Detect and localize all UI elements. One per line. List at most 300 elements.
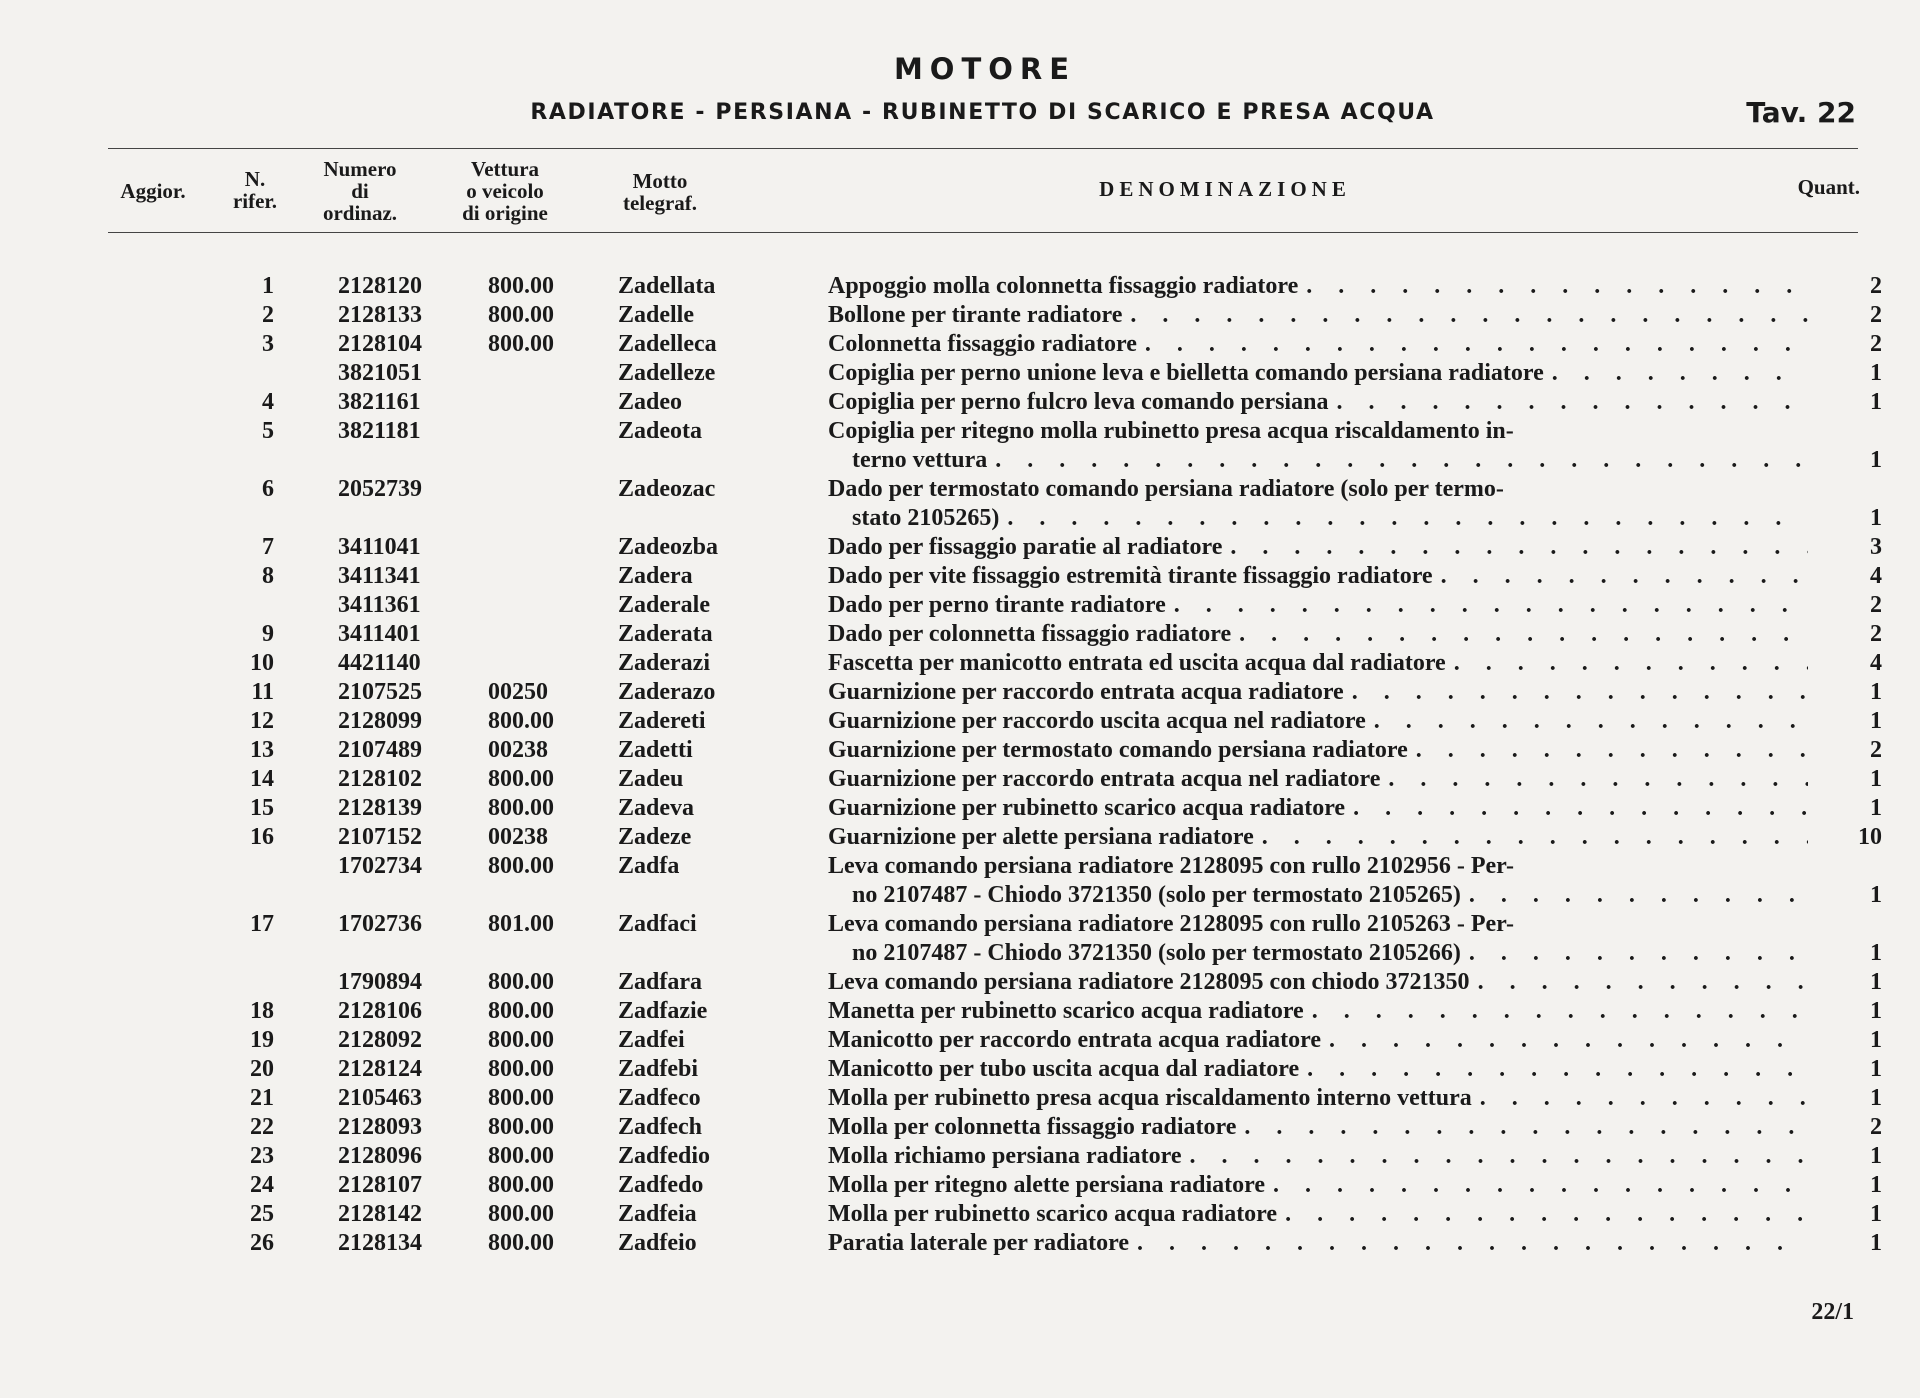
- cell-denominazione: [828, 302, 1808, 331]
- page-subtitle: RADIATORE - PERSIANA - RUBINETTO DI SCARICO E PRESA ACQUA: [530, 100, 1435, 125]
- table-row: [0, 273, 1882, 302]
- cell-ref: 23: [250, 1143, 274, 1169]
- cell-vettura: 800.00: [488, 331, 554, 357]
- cell-vettura: 800.00: [488, 1056, 554, 1082]
- cell-denominazione: [828, 389, 1808, 418]
- cell-numero: [298, 505, 488, 534]
- cell-aggior: [0, 1230, 230, 1259]
- table-row: [0, 1230, 1882, 1259]
- cell-motto: Zadfaci: [618, 911, 697, 937]
- denominazione-text: Copiglia per ritegno molla rubinetto presa acqua riscaldamento in-: [828, 418, 1514, 444]
- cell-vettura: [488, 418, 618, 447]
- cell-quantita: 2: [1870, 737, 1882, 763]
- cell-motto: Zaderazo: [618, 679, 716, 705]
- cell-motto: [618, 505, 828, 534]
- cell-ref: 16: [250, 824, 274, 850]
- cell-aggior: [0, 505, 230, 534]
- cell-numero: 1702734: [338, 853, 422, 879]
- cell-motto: [618, 447, 828, 476]
- cell-motto: Zadfeco: [618, 1085, 701, 1111]
- cell-aggior: [0, 940, 230, 969]
- table-row: [0, 389, 1882, 418]
- cell-numero: 2052739: [338, 476, 422, 502]
- cell-quantita: 4: [1870, 650, 1882, 676]
- table-row: [0, 795, 1882, 824]
- denominazione-text: Colonnetta fissaggio radiatore: [828, 331, 1137, 357]
- cell-aggior: [0, 911, 230, 940]
- table-row: [0, 1085, 1882, 1114]
- cell-numero: 2105463: [338, 1085, 422, 1111]
- cell-denominazione: [828, 1143, 1808, 1172]
- cell-quantita: 4: [1870, 563, 1882, 589]
- cell-denominazione: [828, 360, 1808, 389]
- denominazione-text: Fascetta per manicotto entrata ed uscita acqua dal radiatore: [828, 650, 1446, 676]
- cell-ref: 14: [250, 766, 274, 792]
- table-row: [0, 969, 1882, 998]
- leader-dots: [1469, 882, 1808, 909]
- leader-dots: [1469, 940, 1808, 967]
- cell-aggior: [0, 708, 230, 737]
- denominazione-text: Manicotto per tubo uscita acqua dal radiatore: [828, 1056, 1300, 1082]
- cell-quantita: 2: [1870, 592, 1882, 618]
- denominazione-text: stato 2105265): [828, 505, 1000, 531]
- cell-numero: 3411041: [338, 534, 421, 560]
- cell-quantita: 1: [1870, 1027, 1882, 1053]
- cell-ref: [230, 969, 298, 998]
- leader-dots: [1306, 273, 1808, 300]
- cell-vettura: [488, 882, 618, 911]
- denominazione-text: Leva comando persiana radiatore 2128095 con rullo 2102956 - Per-: [828, 853, 1514, 879]
- cell-quantita: 1: [1870, 1143, 1882, 1169]
- denominazione-text: Appoggio molla colonnetta fissaggio radiatore: [828, 273, 1299, 299]
- cell-denominazione: [828, 737, 1808, 766]
- table-row: [0, 853, 1882, 882]
- cell-quantita: [1808, 476, 1882, 505]
- cell-vettura: [488, 476, 618, 505]
- cell-ref: 3: [262, 331, 274, 357]
- cell-aggior: [0, 1114, 230, 1143]
- denominazione-text: Copiglia per perno unione leva e bielletta comando persiana radiatore: [828, 360, 1544, 386]
- cell-quantita: 10: [1858, 824, 1882, 850]
- leader-dots: [1374, 708, 1808, 735]
- cell-quantita: 1: [1870, 795, 1882, 821]
- cell-vettura: 00250: [488, 679, 548, 705]
- cell-ref: [230, 853, 298, 882]
- cell-motto: [618, 882, 828, 911]
- table-row: [0, 302, 1882, 331]
- cell-motto: Zadfech: [618, 1114, 702, 1140]
- page-title: MOTORE: [893, 52, 1077, 86]
- leader-dots: [1307, 1056, 1808, 1083]
- cell-ref: 22: [250, 1114, 274, 1140]
- cell-motto: Zadeo: [618, 389, 683, 415]
- cell-quantita: [1808, 853, 1882, 882]
- leader-dots: [1137, 1230, 1808, 1257]
- denominazione-text: Guarnizione per rubinetto scarico acqua radiatore: [828, 795, 1346, 821]
- cell-numero: 2128092: [338, 1027, 422, 1053]
- table-row: [0, 447, 1882, 476]
- cell-denominazione: [828, 1027, 1808, 1056]
- cell-aggior: [0, 853, 230, 882]
- leader-dots: [1007, 505, 1808, 532]
- col-header-quant: Quant.: [1797, 175, 1860, 199]
- table-row: [0, 824, 1882, 853]
- cell-motto: Zadfei: [618, 1027, 685, 1053]
- cell-quantita: 1: [1870, 360, 1882, 386]
- cell-ref: 18: [250, 998, 274, 1024]
- denominazione-text: Dado per colonnetta fissaggio radiatore: [828, 621, 1232, 647]
- cell-motto: Zadfara: [618, 969, 702, 995]
- cell-denominazione: [828, 824, 1808, 853]
- cell-ref: 9: [262, 621, 274, 647]
- cell-denominazione: [828, 1172, 1808, 1201]
- cell-motto: Zadeu: [618, 766, 684, 792]
- header-top-rule: [108, 148, 1858, 149]
- cell-vettura: [488, 447, 618, 476]
- leader-dots: [1239, 621, 1808, 648]
- table-row: [0, 592, 1882, 621]
- cell-quantita: [1808, 911, 1882, 940]
- cell-motto: Zadfedo: [618, 1172, 704, 1198]
- cell-aggior: [0, 1172, 230, 1201]
- leader-dots: [1230, 534, 1808, 561]
- cell-numero: 2128124: [338, 1056, 422, 1082]
- cell-numero: 1790894: [338, 969, 422, 995]
- leader-dots: [1190, 1143, 1808, 1170]
- cell-vettura: [488, 505, 618, 534]
- cell-numero: 3411401: [338, 621, 421, 647]
- cell-numero: 2128107: [338, 1172, 422, 1198]
- cell-numero: [298, 882, 488, 911]
- cell-numero: 2128104: [338, 331, 422, 357]
- denominazione-text: Dado per termostato comando persiana radiatore (solo per termo-: [828, 476, 1504, 502]
- table-row: [0, 1027, 1882, 1056]
- cell-denominazione: [828, 708, 1808, 737]
- cell-denominazione: [828, 853, 1808, 882]
- denominazione-text: no 2107487 - Chiodo 3721350 (solo per termostato 2105265): [828, 882, 1461, 908]
- cell-aggior: [0, 679, 230, 708]
- cell-quantita: 1: [1870, 882, 1882, 908]
- cell-denominazione: [828, 563, 1808, 592]
- leader-dots: [1388, 766, 1808, 793]
- cell-denominazione: [828, 592, 1808, 621]
- cell-motto: Zadellata: [618, 273, 716, 299]
- cell-quantita: 1: [1870, 1230, 1882, 1256]
- cell-quantita: 1: [1870, 1085, 1882, 1111]
- cell-numero: 3821181: [338, 418, 421, 444]
- leader-dots: [995, 447, 1808, 474]
- cell-vettura: 800.00: [488, 998, 554, 1024]
- cell-quantita: 1: [1870, 505, 1882, 531]
- cell-aggior: [0, 1085, 230, 1114]
- denominazione-text: Guarnizione per alette persiana radiatore: [828, 824, 1254, 850]
- cell-vettura: [488, 534, 618, 563]
- cell-ref: 15: [250, 795, 274, 821]
- cell-quantita: 1: [1870, 766, 1882, 792]
- cell-aggior: [0, 1027, 230, 1056]
- leader-dots: [1480, 1085, 1808, 1112]
- cell-ref: 12: [250, 708, 274, 734]
- cell-motto: Zaderata: [618, 621, 713, 647]
- cell-vettura: [488, 650, 618, 679]
- cell-aggior: [0, 1143, 230, 1172]
- table-row: [0, 1056, 1882, 1085]
- denominazione-text: Manicotto per raccordo entrata acqua radiatore: [828, 1027, 1321, 1053]
- table-row: [0, 418, 1882, 447]
- denominazione-text: Guarnizione per termostato comando persiana radiatore: [828, 737, 1408, 763]
- cell-vettura: 800.00: [488, 1085, 554, 1111]
- cell-quantita: 2: [1870, 273, 1882, 299]
- cell-aggior: [0, 969, 230, 998]
- cell-vettura: [488, 592, 618, 621]
- cell-denominazione: [828, 911, 1808, 940]
- cell-aggior: [0, 650, 230, 679]
- cell-numero: 2128093: [338, 1114, 422, 1140]
- leader-dots: [1130, 302, 1808, 329]
- denominazione-text: Leva comando persiana radiatore 2128095 con rullo 2105263 - Per-: [828, 911, 1514, 937]
- cell-aggior: [0, 447, 230, 476]
- denominazione-text: Guarnizione per raccordo uscita acqua nel radiatore: [828, 708, 1366, 734]
- cell-denominazione: [828, 679, 1808, 708]
- cell-aggior: [0, 273, 230, 302]
- cell-denominazione: [828, 331, 1808, 360]
- leader-dots: [1336, 389, 1808, 416]
- cell-ref: 13: [250, 737, 274, 763]
- denominazione-text: Molla per colonnetta fissaggio radiatore: [828, 1114, 1237, 1140]
- cell-denominazione: [828, 418, 1808, 447]
- cell-vettura: 800.00: [488, 766, 554, 792]
- col-header-nrifer: N. rifer.: [232, 167, 278, 213]
- col-header-denominazione: DENOMINAZIONE: [1099, 177, 1351, 201]
- leader-dots: [1478, 969, 1808, 996]
- cell-vettura: 800.00: [488, 969, 554, 995]
- denominazione-text: Molla per ritegno alette persiana radiatore: [828, 1172, 1266, 1198]
- leader-dots: [1312, 998, 1808, 1025]
- cell-denominazione: [828, 1085, 1808, 1114]
- cell-numero: 2107152: [338, 824, 422, 850]
- cell-vettura: [488, 563, 618, 592]
- cell-quantita: 2: [1870, 331, 1882, 357]
- cell-motto: Zadeota: [618, 418, 702, 444]
- denominazione-text: Guarnizione per raccordo entrata acqua nel radiatore: [828, 766, 1381, 792]
- cell-vettura: 00238: [488, 824, 548, 850]
- leader-dots: [1285, 1201, 1808, 1228]
- cell-aggior: [0, 389, 230, 418]
- col-header-motto: Motto telegraf.: [622, 169, 698, 215]
- leader-dots: [1145, 331, 1808, 358]
- table-row: [0, 737, 1882, 766]
- cell-denominazione: [828, 969, 1808, 998]
- cell-ref: 19: [250, 1027, 274, 1053]
- cell-vettura: 800.00: [488, 1114, 554, 1140]
- table-row: [0, 621, 1882, 650]
- cell-quantita: 1: [1870, 969, 1882, 995]
- cell-vettura: 00238: [488, 737, 548, 763]
- cell-vettura: 800.00: [488, 1143, 554, 1169]
- cell-motto: Zadelleca: [618, 331, 717, 357]
- header-bottom-rule: [108, 232, 1858, 233]
- cell-vettura: 800.00: [488, 1230, 554, 1256]
- cell-vettura: 800.00: [488, 1027, 554, 1053]
- denominazione-text: no 2107487 - Chiodo 3721350 (solo per termostato 2105266): [828, 940, 1461, 966]
- cell-ref: 20: [250, 1056, 274, 1082]
- cell-ref: 7: [262, 534, 274, 560]
- denominazione-text: Leva comando persiana radiatore 2128095 con chiodo 3721350: [828, 969, 1470, 995]
- cell-vettura: [488, 389, 618, 418]
- cell-quantita: 1: [1870, 447, 1882, 473]
- cell-ref: [230, 592, 298, 621]
- cell-numero: 2128139: [338, 795, 422, 821]
- table-row: [0, 911, 1882, 940]
- denominazione-text: Molla per rubinetto presa acqua riscaldamento interno vettura: [828, 1085, 1472, 1111]
- leader-dots: [1174, 592, 1808, 619]
- cell-denominazione: [828, 1201, 1808, 1230]
- denominazione-text: Molla richiamo persiana radiatore: [828, 1143, 1182, 1169]
- cell-quantita: 1: [1870, 708, 1882, 734]
- cell-motto: Zadfazie: [618, 998, 708, 1024]
- cell-aggior: [0, 418, 230, 447]
- table-row: [0, 1143, 1882, 1172]
- cell-aggior: [0, 766, 230, 795]
- cell-denominazione: [828, 940, 1808, 969]
- cell-numero: 2107525: [338, 679, 422, 705]
- cell-ref: 25: [250, 1201, 274, 1227]
- cell-ref: [230, 882, 298, 911]
- cell-numero: 3411361: [338, 592, 421, 618]
- cell-denominazione: [828, 621, 1808, 650]
- cell-quantita: 1: [1870, 940, 1882, 966]
- leader-dots: [1244, 1114, 1808, 1141]
- cell-ref: 17: [250, 911, 274, 937]
- cell-denominazione: [828, 505, 1808, 534]
- cell-numero: 2128102: [338, 766, 422, 792]
- cell-ref: 26: [250, 1230, 274, 1256]
- col-header-numero: Numero di ordinaz.: [322, 157, 398, 225]
- cell-vettura: 800.00: [488, 1201, 554, 1227]
- cell-denominazione: [828, 273, 1808, 302]
- cell-quantita: 1: [1870, 389, 1882, 415]
- table-row: [0, 679, 1882, 708]
- cell-aggior: [0, 302, 230, 331]
- cell-motto: Zadeozba: [618, 534, 719, 560]
- table-row: [0, 1172, 1882, 1201]
- col-header-vettura: Vettura o veicolo di origine: [462, 157, 548, 225]
- cell-ref: [230, 940, 298, 969]
- cell-aggior: [0, 882, 230, 911]
- cell-ref: 24: [250, 1172, 274, 1198]
- cell-aggior: [0, 476, 230, 505]
- table-row: [0, 331, 1882, 360]
- table-row: [0, 650, 1882, 679]
- leader-dots: [1454, 650, 1808, 677]
- leader-dots: [1441, 563, 1808, 590]
- table-row: [0, 505, 1882, 534]
- cell-motto: Zadera: [618, 563, 693, 589]
- cell-aggior: [0, 331, 230, 360]
- cell-numero: 2107489: [338, 737, 422, 763]
- denominazione-text: Dado per perno tirante radiatore: [828, 592, 1166, 618]
- cell-vettura: 800.00: [488, 1172, 554, 1198]
- leader-dots: [1262, 824, 1808, 851]
- cell-ref: [230, 505, 298, 534]
- cell-motto: Zadetti: [618, 737, 693, 763]
- table-row: [0, 882, 1882, 911]
- cell-aggior: [0, 592, 230, 621]
- cell-motto: Zadelleze: [618, 360, 716, 386]
- cell-motto: Zadeva: [618, 795, 695, 821]
- table-row: [0, 998, 1882, 1027]
- cell-denominazione: [828, 795, 1808, 824]
- cell-ref: 4: [262, 389, 274, 415]
- cell-denominazione: [828, 650, 1808, 679]
- cell-motto: Zadfebi: [618, 1056, 699, 1082]
- cell-numero: 2128142: [338, 1201, 422, 1227]
- denominazione-text: Bollone per tirante radiatore: [828, 302, 1123, 328]
- cell-numero: 2128120: [338, 273, 422, 299]
- cell-motto: Zadfeia: [618, 1201, 697, 1227]
- cell-aggior: [0, 1201, 230, 1230]
- leader-dots: [1552, 360, 1808, 387]
- cell-ref: 10: [250, 650, 274, 676]
- cell-quantita: 1: [1870, 679, 1882, 705]
- denominazione-text: Manetta per rubinetto scarico acqua radiatore: [828, 998, 1304, 1024]
- table-row: [0, 766, 1882, 795]
- denominazione-text: Paratia laterale per radiatore: [828, 1230, 1130, 1256]
- cell-vettura: 800.00: [488, 273, 554, 299]
- cell-motto: Zadfa: [618, 853, 680, 879]
- cell-denominazione: [828, 534, 1808, 563]
- cell-denominazione: [828, 1056, 1808, 1085]
- table-row: [0, 1201, 1882, 1230]
- cell-quantita: 2: [1870, 1114, 1882, 1140]
- denominazione-text: Dado per vite fissaggio estremità tirante fissaggio radiatore: [828, 563, 1433, 589]
- denominazione-text: Copiglia per perno fulcro leva comando persiana: [828, 389, 1329, 415]
- cell-numero: 1702736: [338, 911, 422, 937]
- cell-numero: 3821161: [338, 389, 421, 415]
- table-row: [0, 360, 1882, 389]
- cell-motto: Zadelle: [618, 302, 694, 328]
- leader-dots: [1329, 1027, 1808, 1054]
- cell-aggior: [0, 1056, 230, 1085]
- cell-ref: 8: [262, 563, 274, 589]
- cell-vettura: [488, 621, 618, 650]
- cell-numero: 2128096: [338, 1143, 422, 1169]
- cell-denominazione: [828, 1230, 1808, 1259]
- cell-ref: 1: [262, 273, 274, 299]
- cell-aggior: [0, 563, 230, 592]
- cell-aggior: [0, 795, 230, 824]
- cell-vettura: 800.00: [488, 795, 554, 821]
- cell-motto: [618, 940, 828, 969]
- table-row: [0, 940, 1882, 969]
- cell-denominazione: [828, 476, 1808, 505]
- cell-ref: 21: [250, 1085, 274, 1111]
- cell-quantita: 1: [1870, 1056, 1882, 1082]
- table-row: [0, 476, 1882, 505]
- table-row: [0, 1114, 1882, 1143]
- cell-motto: Zadereti: [618, 708, 706, 734]
- cell-denominazione: [828, 447, 1808, 476]
- cell-denominazione: [828, 1114, 1808, 1143]
- table-row: [0, 534, 1882, 563]
- cell-quantita: [1808, 418, 1882, 447]
- cell-ref: [230, 447, 298, 476]
- cell-numero: 3821051: [338, 360, 422, 386]
- col-header-aggior: Aggior.: [120, 179, 186, 203]
- cell-ref: 5: [262, 418, 274, 444]
- page-number: 22/1: [1811, 1299, 1854, 1325]
- cell-aggior: [0, 998, 230, 1027]
